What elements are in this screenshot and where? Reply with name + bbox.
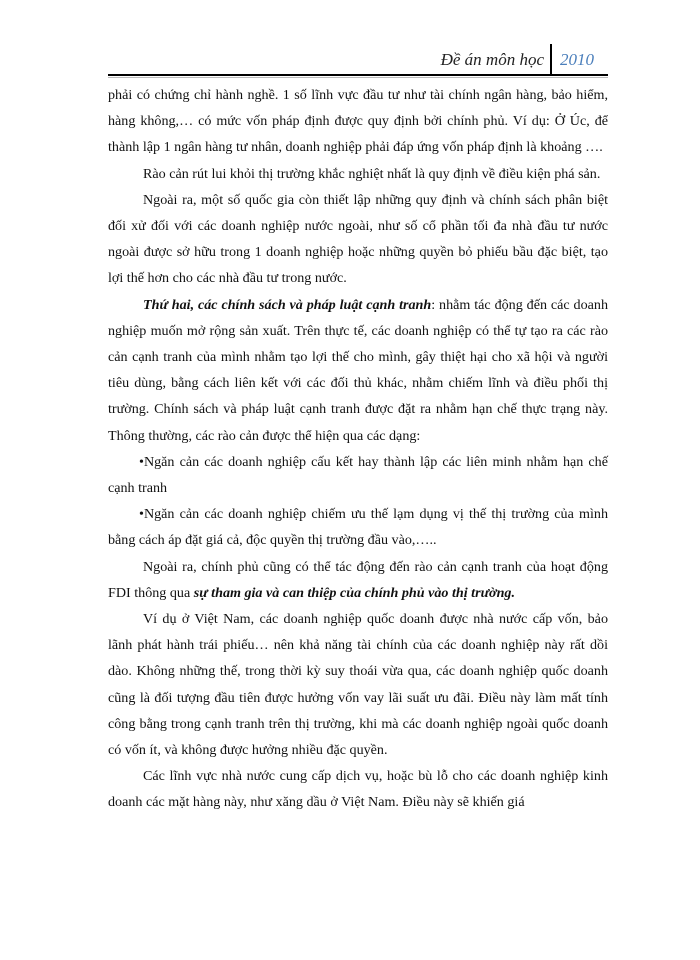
page-header — [0, 44, 700, 74]
bullet-item-2 — [108, 501, 608, 553]
bullet-text-1: Ngăn cản các doanh nghiệp cấu kết hay thành lập các liên minh nhằm hạn chế cạnh tranh — [108, 453, 608, 497]
bullet-item-1 — [108, 449, 608, 501]
document-body — [108, 82, 608, 816]
header-rule-shadow — [108, 77, 608, 78]
header-rule — [108, 74, 608, 76]
paragraph-3: Ngoài ra, một số quốc gia còn thiết lập những quy định và chính sách phân biệt đối xử đối với các doanh nghiệp nước ngoài, như số cổ phần tối đa nhà đầu tư nước ngoài được sở hữu trong 1 doanh nghiệp hoặc những quyền bỏ phiếu bầu đặc biệt, tạo lợi thế hơn cho các nhà đầu tư trong nước. — [108, 191, 608, 287]
paragraph-5-text: Ngoài ra, chính phủ cũng có thể tác động đến rào cản cạnh tranh của hoạt động FDI thông qua — [108, 558, 608, 601]
paragraph-5 — [108, 554, 608, 606]
bullet-symbol-1: • — [139, 453, 144, 470]
bullet-symbol-2: • — [139, 506, 144, 523]
header-separator — [550, 44, 552, 74]
paragraph-2: Rào cản rút lui khỏi thị trường khắc nghiệt nhất là quy định về điều kiện phá sản. — [143, 165, 601, 182]
header-title: Đề án môn học — [440, 50, 544, 69]
paragraph-4 — [108, 292, 608, 449]
header-year: 2010 — [560, 50, 594, 69]
bullet-text-2: Ngăn cản các doanh nghiệp chiếm ưu thế lạm dụng vị thế thị trường của mình bằng cách áp đặt giá cả, độc quyền thị trường đầu vào,….. — [108, 506, 608, 549]
paragraph-1: phải có chứng chỉ hành nghề. 1 số lĩnh vực đầu tư như tài chính ngân hàng, bảo hiểm, hàng không,… có mức vốn pháp định được quy định bởi chính phủ. Ví dụ: Ở Úc, để thành lập 1 ngân hàng tư nhân, doanh nghiệp phải đáp ứng vốn pháp định là khoảng …. — [108, 87, 608, 156]
paragraph-6: Ví dụ ở Việt Nam, các doanh nghiệp quốc doanh được nhà nước cấp vốn, bảo lãnh phát hành trái phiếu… nên khả năng tài chính của các doanh nghiệp này rất dồi dào. Không những thế, trong thời kỳ suy thoái vừa qua, các doanh nghiệp quốc doanh cũng là đối tượng đầu tiên được hưởng vốn vay lãi suất ưu đãi. Điều này làm mất tính công bằng trong cạnh tranh trên thị trường, khi mà các doanh nghiệp ngoài quốc doanh có vốn ít, và không được hưởng nhiều đặc quyền. — [108, 611, 608, 759]
paragraph-4-text: : nhằm tác động đến các doanh nghiệp muốn mở rộng sản xuất. Trên thực tế, các doanh nghiệp có thể tự tạo ra các rào cản cạnh tranh của mình nhằm tạo lợi thế cho mình, gây thiệt hại cho xã hội và người tiêu dùng, bằng cách liên kết với các đối thủ khác, nhằm chiếm lĩnh và điều phối thị trường. Chính sách và pháp luật cạnh tranh được đặt ra nhằm hạn chế thực trạng này. Thông thường, các rào cản được thể hiện qua các dạng: — [108, 296, 608, 444]
paragraph-5-emphasis: sự tham gia và can thiệp của chính phủ vào thị trường. — [193, 584, 515, 601]
paragraph-7: Các lĩnh vực nhà nước cung cấp dịch vụ, hoặc bù lỗ cho các doanh nghiệp kinh doanh các mặt hàng này, như xăng dầu ở Việt Nam. Điều này sẽ khiến giá — [108, 768, 608, 811]
paragraph-4-heading: Thứ hai, các chính sách và pháp luật cạnh tranh — [143, 296, 432, 313]
